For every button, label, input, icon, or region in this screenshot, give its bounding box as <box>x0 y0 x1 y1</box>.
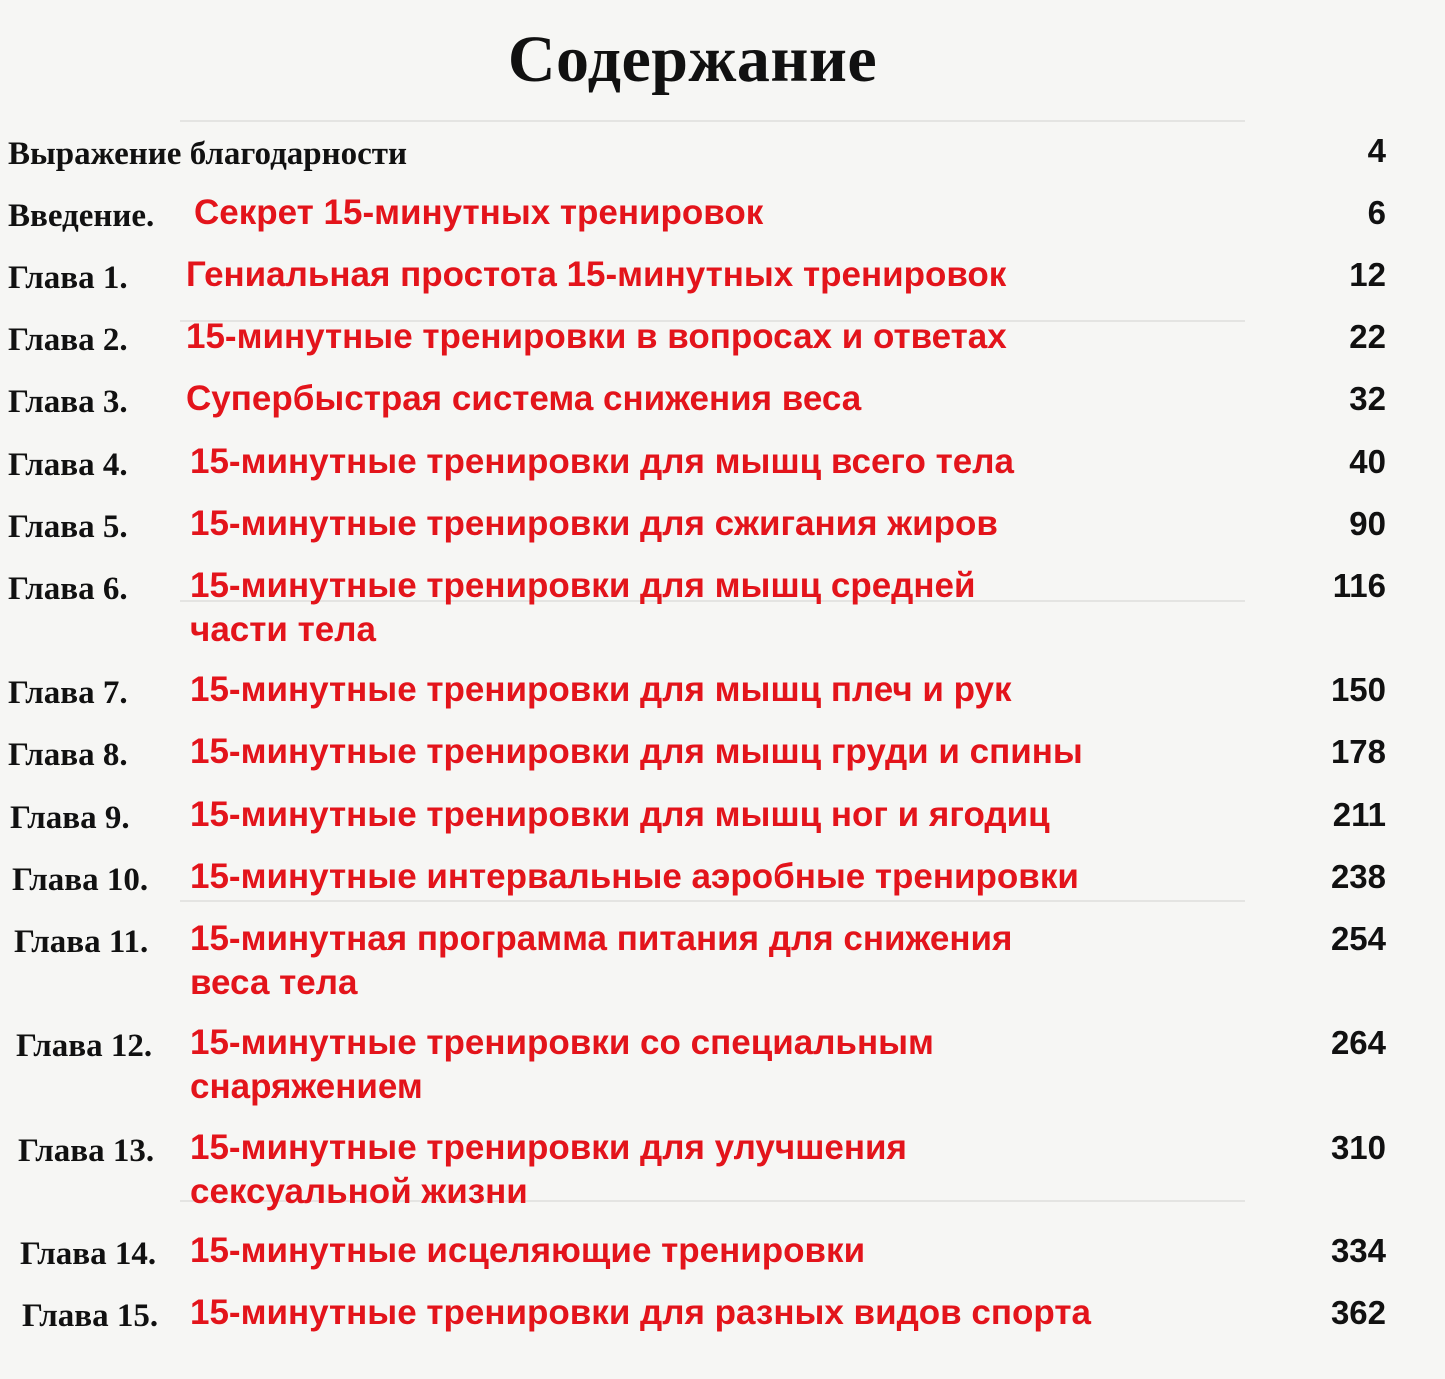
chapter-heading: 15-минутные тренировки для улучшения <box>190 1128 907 1167</box>
page-number: 150 <box>1330 671 1386 708</box>
chapter-label: Глава 6. <box>8 571 128 607</box>
chapter-label: Глава 8. <box>8 737 128 773</box>
chapter-heading: 15-минутные тренировки для мышц ног и ягодиц <box>190 795 1050 834</box>
page-number: 22 <box>1349 318 1386 355</box>
page-number: 334 <box>1330 1232 1386 1269</box>
chapter-heading: Гениальная простота 15-минутных тренировок <box>186 255 1007 294</box>
chapter-heading: 15-минутные тренировки для разных видов спорта <box>190 1293 1091 1332</box>
chapter-heading: 15-минутные тренировки для мышц средней <box>190 566 976 605</box>
chapter-heading: 15-минутные тренировки для сжигания жиров <box>190 504 998 543</box>
chapter-heading: 15-минутные тренировки для мышц всего тела <box>190 442 1014 481</box>
chapter-label: Выражение благодарности <box>8 136 408 172</box>
page-number: 178 <box>1330 733 1386 770</box>
chapter-heading: 15-минутные тренировки для мышц плеч и рук <box>190 670 1012 709</box>
chapter-label: Глава 10. <box>12 862 149 898</box>
chapter-label: Глава 9. <box>10 800 130 836</box>
page-number: 211 <box>1332 796 1386 833</box>
page-number: 362 <box>1330 1294 1386 1331</box>
chapter-label: Глава 12. <box>16 1028 153 1064</box>
chapter-heading: 15-минутные интервальные аэробные тренировки <box>190 857 1079 896</box>
chapter-label: Глава 14. <box>20 1236 157 1272</box>
page-number: 238 <box>1330 858 1386 895</box>
page-number: 264 <box>1330 1024 1386 1061</box>
chapter-label: Глава 13. <box>18 1133 155 1169</box>
chapter-label: Глава 7. <box>8 675 128 711</box>
chapter-heading-continued: снаряжением <box>190 1067 423 1106</box>
chapter-heading: 15-минутная программа питания для снижения <box>190 919 1013 958</box>
chapter-heading-continued: веса тела <box>190 963 358 1002</box>
chapter-label: Глава 2. <box>8 322 128 358</box>
page-number: 4 <box>1367 132 1386 169</box>
page-number: 6 <box>1367 194 1386 231</box>
chapter-heading: Супербыстрая система снижения веса <box>186 379 862 418</box>
chapter-heading: 15-минутные тренировки в вопросах и ответах <box>186 317 1007 356</box>
chapter-heading: 15-минутные тренировки со специальным <box>190 1023 934 1062</box>
page-number: 32 <box>1349 380 1386 417</box>
chapter-heading: 15-минутные исцеляющие тренировки <box>190 1231 866 1270</box>
chapter-label: Глава 11. <box>14 924 149 960</box>
page-number: 116 <box>1332 567 1386 604</box>
chapter-label: Глава 5. <box>8 509 128 545</box>
chapter-heading-continued: части тела <box>190 610 376 649</box>
page-number: 12 <box>1349 256 1386 293</box>
bleed-through-line <box>180 900 1245 902</box>
chapter-label: Глава 1. <box>8 260 128 296</box>
page-title: Содержание <box>507 23 878 96</box>
chapter-label: Введение. <box>8 198 155 234</box>
page-number: 40 <box>1349 443 1386 480</box>
bleed-through-line <box>180 120 1245 122</box>
chapter-heading-continued: сексуальной жизни <box>190 1172 528 1211</box>
page-number: 90 <box>1349 505 1386 542</box>
chapter-heading: Секрет 15-минутных тренировок <box>194 193 764 232</box>
chapter-label: Глава 4. <box>8 447 128 483</box>
chapter-heading: 15-минутные тренировки для мышц груди и спины <box>190 732 1083 771</box>
page-number: 310 <box>1330 1129 1386 1166</box>
chapter-label: Глава 15. <box>22 1298 159 1334</box>
page-number: 254 <box>1330 920 1386 957</box>
chapter-label: Глава 3. <box>8 384 128 420</box>
